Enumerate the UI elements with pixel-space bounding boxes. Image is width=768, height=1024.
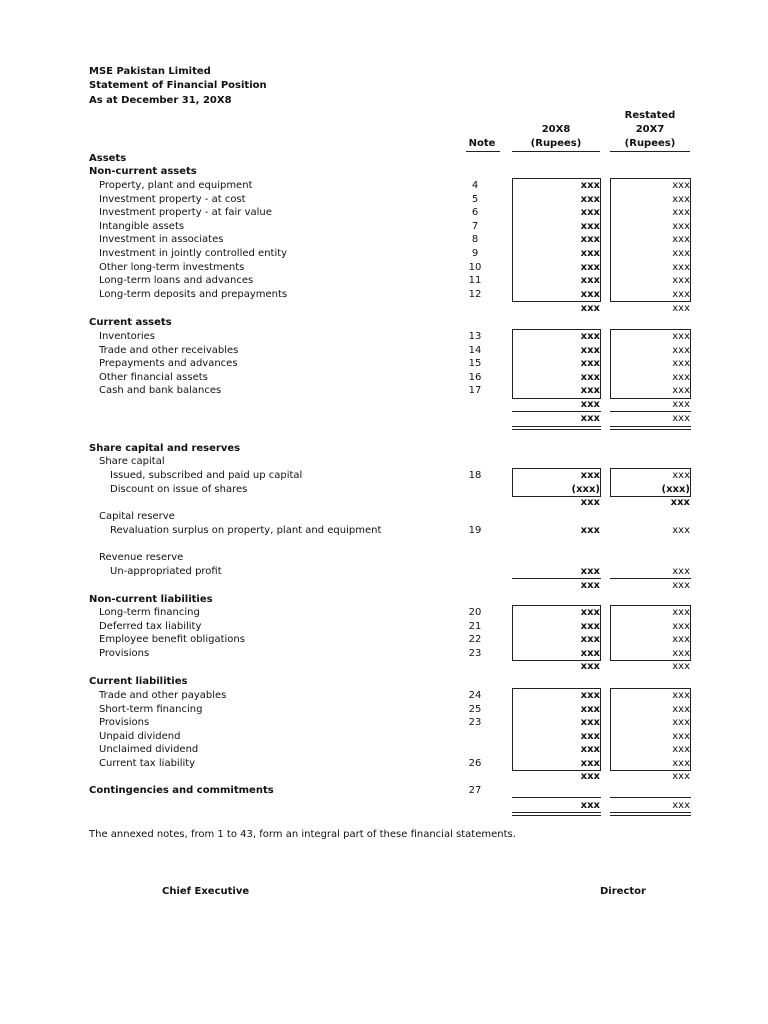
- cl-total-col1: xxx: [580, 771, 600, 782]
- ncl-row-label: Long-term financing: [99, 607, 200, 618]
- statement-title: Statement of Financial Position: [89, 80, 267, 91]
- ncl-row-col2: xxx: [672, 607, 690, 618]
- nca-row-col2: xxx: [672, 275, 690, 287]
- cl-row-col2: xxx: [672, 703, 690, 715]
- nca-row-note: 9: [471, 248, 479, 259]
- share-capital-total-col2: xxx: [670, 497, 690, 508]
- nca-row-col2: xxx: [672, 180, 690, 191]
- issued-capital-col1: xxx: [580, 470, 600, 481]
- cl-row-label: Current tax liability: [99, 758, 196, 769]
- ncl-total-col1: xxx: [580, 661, 600, 672]
- nca-row-note: 6: [471, 207, 479, 219]
- total-equity-liabilities-col2: xxx: [672, 800, 690, 811]
- cl-row-col2: xxx: [672, 744, 690, 756]
- total-eql-double-line-col1: [512, 812, 601, 816]
- cl-row-col1: xxx: [580, 758, 600, 769]
- ca-row-col1: xxx: [580, 331, 600, 342]
- ca-row-note: 16: [468, 371, 482, 383]
- nca-row-col2: xxx: [672, 288, 690, 300]
- ca-total-col1: xxx: [580, 399, 600, 410]
- share-capital-reserves-heading: Share capital and reserves: [89, 443, 241, 454]
- ca-row-col2: xxx: [672, 331, 690, 342]
- cl-row-col1: xxx: [580, 744, 600, 756]
- share-capital-col1-box: [512, 468, 601, 497]
- chief-executive-signature: Chief Executive: [162, 886, 250, 897]
- ncl-row-col1: xxx: [580, 634, 600, 646]
- col2-header-underline: [610, 151, 690, 152]
- nca-row-col1: xxx: [580, 261, 600, 273]
- col2-unit: (Rupees): [624, 138, 676, 149]
- ca-row-col1: xxx: [580, 358, 600, 370]
- ca-row-note: 14: [468, 344, 482, 356]
- revaluation-surplus-note: 19: [468, 525, 482, 536]
- ca-row-col2: xxx: [672, 385, 690, 397]
- ca-row-col2: xxx: [672, 344, 690, 356]
- cl-col2-box: [610, 688, 691, 771]
- ca-row-label: Inventories: [99, 331, 155, 342]
- total-assets-double-line-col1: [512, 426, 601, 430]
- nca-row-col1: xxx: [580, 180, 600, 191]
- ca-row-label: Cash and bank balances: [99, 385, 222, 397]
- note-header: Note: [468, 138, 496, 149]
- equity-total-col1: xxx: [580, 580, 600, 591]
- ca-total-underline-col2: [610, 411, 691, 412]
- discount-shares-label: Discount on issue of shares: [110, 484, 248, 495]
- ca-col1-box: [512, 329, 601, 399]
- ca-row-label: Prepayments and advances: [99, 358, 238, 370]
- share-capital-heading: Share capital: [99, 456, 165, 467]
- ca-row-note: 17: [468, 385, 482, 397]
- ncl-col2-box: [610, 605, 691, 661]
- revenue-reserve-heading: Revenue reserve: [99, 552, 184, 563]
- nca-row-note: 12: [468, 288, 482, 300]
- nca-row-label: Investment property - at cost: [99, 193, 246, 205]
- unappropriated-profit-col1: xxx: [580, 566, 600, 577]
- nca-row-label: Investment in jointly controlled entity: [99, 248, 288, 259]
- ncl-row-note: 20: [468, 607, 482, 618]
- note-header-underline: [466, 151, 500, 152]
- cl-row-col2: xxx: [672, 717, 690, 729]
- total-assets-col1: xxx: [580, 413, 600, 424]
- ca-row-col1: xxx: [580, 371, 600, 383]
- ncl-row-col1: xxx: [580, 647, 600, 659]
- current-liabilities-heading: Current liabilities: [89, 676, 188, 687]
- ncl-row-note: 22: [468, 634, 482, 646]
- director-signature: Director: [600, 886, 646, 897]
- equity-total-col2: xxx: [672, 580, 690, 591]
- ncl-row-col1: xxx: [580, 607, 600, 618]
- discount-shares-col2: (xxx): [661, 484, 690, 495]
- unappropriated-profit-label: Un-appropriated profit: [110, 566, 222, 577]
- equity-underline-col2: [610, 578, 691, 579]
- nca-row-label: Investment in associates: [99, 234, 224, 246]
- nca-row-label: Long-term loans and advances: [99, 275, 254, 287]
- issued-capital-col2: xxx: [672, 470, 690, 481]
- ca-row-label: Trade and other receivables: [99, 344, 239, 356]
- ca-row-note: 13: [468, 331, 482, 342]
- nca-row-col1: xxx: [580, 220, 600, 232]
- cl-row-note: 24: [468, 690, 482, 701]
- issued-capital-label: Issued, subscribed and paid up capital: [110, 470, 303, 481]
- ncl-row-note: 23: [468, 647, 482, 659]
- nca-row-col1: xxx: [580, 207, 600, 219]
- cl-row-label: Unpaid dividend: [99, 730, 181, 742]
- nca-row-note: 8: [471, 234, 479, 246]
- total-eql-double-line-col2: [610, 812, 691, 816]
- nca-row-col1: xxx: [580, 248, 600, 259]
- cl-total-col2: xxx: [672, 771, 690, 782]
- ca-row-label: Other financial assets: [99, 371, 208, 383]
- nca-row-col2: xxx: [672, 248, 690, 259]
- nca-row-col1: xxx: [580, 288, 600, 300]
- cl-row-note: 25: [468, 703, 482, 715]
- cl-row-label: Provisions: [99, 717, 150, 729]
- share-capital-total-col1: xxx: [580, 497, 600, 508]
- col2-year: 20X7: [635, 124, 665, 135]
- nca-col2-box: [610, 178, 691, 302]
- col1-year: 20X8: [541, 124, 571, 135]
- cl-row-col2: xxx: [672, 730, 690, 742]
- nca-row-note: 5: [471, 193, 479, 205]
- ncl-row-col2: xxx: [672, 634, 690, 646]
- cl-row-col1: xxx: [580, 703, 600, 715]
- ncl-row-col2: xxx: [672, 647, 690, 659]
- nca-col1-box: [512, 178, 601, 302]
- ncl-row-note: 21: [468, 620, 482, 632]
- company-name: MSE Pakistan Limited: [89, 66, 211, 77]
- nca-row-col1: xxx: [580, 275, 600, 287]
- share-capital-col2-box: [610, 468, 691, 497]
- discount-shares-col1: (xxx): [571, 484, 600, 495]
- statement-date: As at December 31, 20X8: [89, 95, 232, 106]
- cl-row-note: 23: [468, 717, 482, 729]
- col2-restated-label: Restated: [624, 110, 676, 121]
- contingencies-note: 27: [468, 785, 482, 796]
- nca-total-col2: xxx: [672, 303, 690, 314]
- ncl-row-col2: xxx: [672, 620, 690, 632]
- ca-total-col2: xxx: [672, 399, 690, 410]
- nca-row-col2: xxx: [672, 261, 690, 273]
- cl-row-label: Short-term financing: [99, 703, 203, 715]
- contingencies-label: Contingencies and commitments: [89, 785, 274, 796]
- contingencies-underline-col2: [610, 797, 691, 798]
- col1-unit: (Rupees): [530, 138, 582, 149]
- total-assets-col2: xxx: [672, 413, 690, 424]
- ca-row-col2: xxx: [672, 371, 690, 383]
- non-current-assets-heading: Non-current assets: [89, 166, 197, 177]
- ncl-col1-box: [512, 605, 601, 661]
- nca-row-note: 10: [468, 261, 482, 273]
- nca-row-note: 7: [471, 220, 479, 232]
- capital-reserve-heading: Capital reserve: [99, 511, 175, 522]
- ca-total-underline-col1: [512, 411, 601, 412]
- assets-heading: Assets: [89, 153, 127, 164]
- cl-row-label: Unclaimed dividend: [99, 744, 199, 756]
- nca-row-col1: xxx: [580, 234, 600, 246]
- nca-row-label: Other long-term investments: [99, 261, 245, 273]
- nca-row-col2: xxx: [672, 220, 690, 232]
- col1-header-underline: [512, 151, 600, 152]
- cl-col1-box: [512, 688, 601, 771]
- contingencies-underline-col1: [512, 797, 601, 798]
- nca-row-label: Property, plant and equipment: [99, 180, 253, 191]
- cl-row-col1: xxx: [580, 730, 600, 742]
- ncl-total-col2: xxx: [672, 661, 690, 672]
- cl-row-col1: xxx: [580, 690, 600, 701]
- total-equity-liabilities-col1: xxx: [580, 800, 600, 811]
- nca-row-label: Investment property - at fair value: [99, 207, 272, 219]
- ca-row-note: 15: [468, 358, 482, 370]
- nca-row-col2: xxx: [672, 234, 690, 246]
- ca-row-col2: xxx: [672, 358, 690, 370]
- cl-row-note: 26: [468, 758, 482, 769]
- ncl-row-label: Deferred tax liability: [99, 620, 202, 632]
- non-current-liabilities-heading: Non-current liabilities: [89, 594, 213, 605]
- issued-capital-note: 18: [468, 470, 482, 481]
- annexed-notes-text: The annexed notes, from 1 to 43, form an integral part of these financial statements.: [89, 829, 516, 840]
- revaluation-surplus-col2: xxx: [672, 525, 690, 536]
- ca-row-col1: xxx: [580, 344, 600, 356]
- ncl-row-label: Provisions: [99, 647, 150, 659]
- total-assets-double-line-col2: [610, 426, 691, 430]
- unappropriated-profit-col2: xxx: [672, 566, 690, 577]
- nca-row-note: 4: [471, 180, 479, 191]
- cl-row-col2: xxx: [672, 690, 690, 701]
- nca-total-col1: xxx: [580, 303, 600, 314]
- equity-underline-col1: [512, 578, 601, 579]
- revaluation-surplus-col1: xxx: [580, 525, 600, 536]
- ca-col2-box: [610, 329, 691, 399]
- ncl-row-label: Employee benefit obligations: [99, 634, 245, 646]
- revaluation-surplus-label: Revaluation surplus on property, plant and equipment: [110, 525, 382, 536]
- nca-row-col2: xxx: [672, 193, 690, 205]
- ncl-row-col1: xxx: [580, 620, 600, 632]
- nca-row-col2: xxx: [672, 207, 690, 219]
- cl-row-label: Trade and other payables: [99, 690, 227, 701]
- nca-row-note: 11: [468, 275, 482, 287]
- cl-row-col1: xxx: [580, 717, 600, 729]
- nca-row-col1: xxx: [580, 193, 600, 205]
- ca-row-col1: xxx: [580, 385, 600, 397]
- nca-row-label: Long-term deposits and prepayments: [99, 288, 288, 300]
- cl-row-col2: xxx: [672, 758, 690, 769]
- nca-row-label: Intangible assets: [99, 220, 185, 232]
- current-assets-heading: Current assets: [89, 317, 172, 328]
